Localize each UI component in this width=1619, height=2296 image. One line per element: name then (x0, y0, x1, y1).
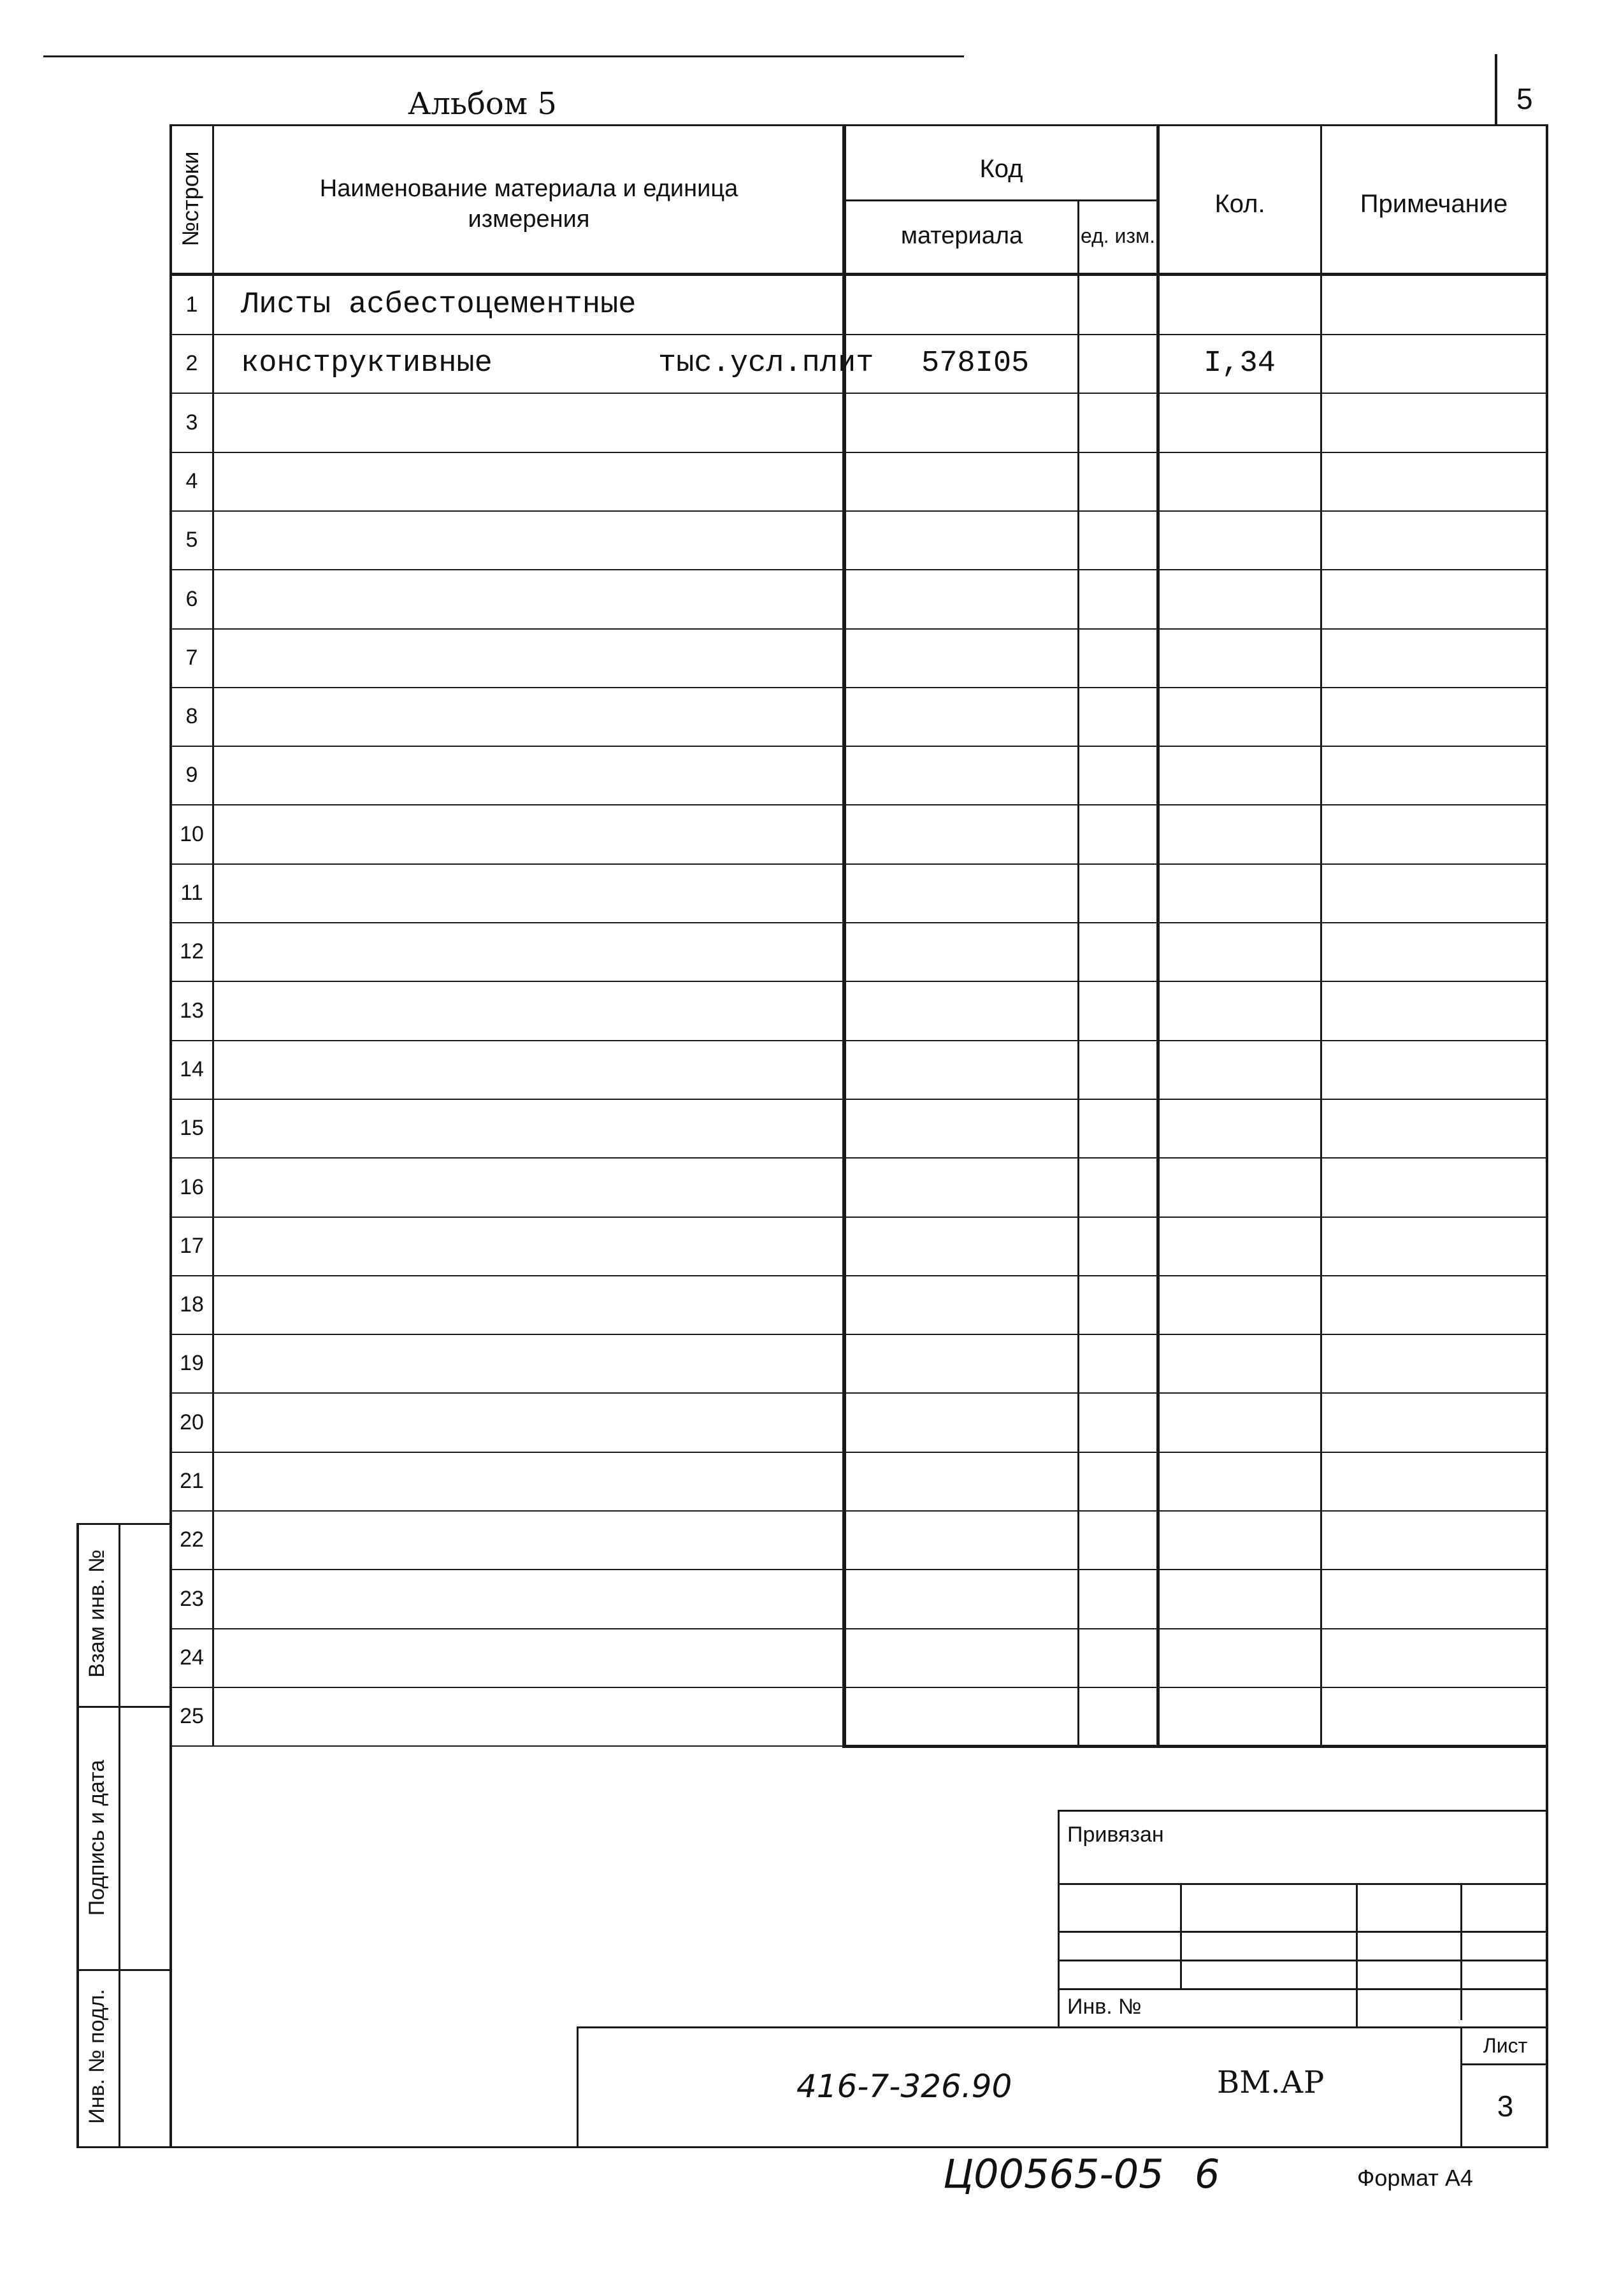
row-number: 20 (180, 1410, 204, 1434)
quantity (1158, 570, 1321, 629)
unit-code (1079, 570, 1158, 629)
quantity: I,34 (1204, 347, 1276, 381)
stamp-podpis: Подпись и дата (85, 1759, 109, 1916)
quantity (1158, 1217, 1321, 1276)
row-number: 21 (180, 1469, 204, 1493)
table-row (171, 1452, 1547, 1511)
quantity (1158, 922, 1321, 981)
quantity (1158, 1687, 1321, 1746)
quantity (1158, 628, 1321, 688)
unit-code (1079, 1334, 1158, 1393)
unit-code (1079, 1099, 1158, 1158)
quantity (1158, 1158, 1321, 1217)
tb-row-2 (1058, 1931, 1548, 1933)
table-row (171, 1158, 1547, 1217)
note (1321, 275, 1547, 335)
document-code: 416-7-326.90 (796, 2068, 1012, 2105)
material-code (878, 628, 1112, 688)
table-row (171, 746, 1547, 805)
table-row (171, 805, 1547, 864)
material-code (878, 1393, 1112, 1452)
table-row (171, 1393, 1547, 1452)
material-code (878, 1510, 1112, 1570)
unit-code (1079, 1570, 1158, 1629)
note (1321, 1570, 1547, 1629)
row-number: 13 (180, 998, 204, 1023)
note (1321, 510, 1547, 570)
material-code (878, 981, 1112, 1041)
table-row (171, 1687, 1547, 1746)
page-number: 5 (1516, 82, 1533, 115)
material-code (878, 687, 1112, 746)
row-number: 4 (185, 468, 198, 493)
col-header-code: Код (979, 154, 1023, 183)
material-code (878, 393, 1112, 452)
quantity (1158, 1393, 1321, 1452)
quantity (1158, 1628, 1321, 1687)
stamp-left-edge (76, 1523, 79, 2148)
row-number: 22 (180, 1527, 204, 1552)
quantity (1158, 452, 1321, 511)
row-number: 24 (180, 1645, 204, 1670)
tb-row-1 (1058, 1883, 1548, 1885)
table-row (171, 1040, 1547, 1099)
quantity (1158, 1570, 1321, 1629)
material-name: конструктивные (241, 347, 493, 381)
page-number-divider (1495, 54, 1497, 124)
material-code (878, 1628, 1112, 1687)
col-header-code-material: материала (900, 222, 1023, 249)
unit-code (1079, 1275, 1158, 1334)
note (1321, 1628, 1547, 1687)
unit-code (1079, 1687, 1158, 1746)
row-number: 3 (185, 410, 198, 435)
note (1321, 746, 1547, 805)
row-number: 8 (185, 704, 198, 729)
table-row (171, 1510, 1547, 1570)
unit-code (1079, 863, 1158, 923)
row-number: 1 (185, 292, 198, 317)
row-number: 19 (180, 1351, 204, 1376)
unit-code (1079, 393, 1158, 452)
note (1321, 452, 1547, 511)
note (1321, 1393, 1547, 1452)
tb-row-3 (1058, 1960, 1548, 1961)
row-number: 6 (185, 586, 198, 611)
table-row (171, 570, 1547, 629)
material-code (878, 1275, 1112, 1334)
quantity (1158, 510, 1321, 570)
note (1321, 1275, 1547, 1334)
note (1321, 1099, 1547, 1158)
row-number: 25 (180, 1704, 204, 1729)
table-row (171, 1275, 1547, 1334)
table-row (171, 334, 1547, 393)
tb-main-left (577, 2026, 579, 2148)
quantity (1158, 1334, 1321, 1393)
unit-name: тыс.усл.плит (658, 347, 874, 381)
material-code: 578I05 (921, 347, 1030, 381)
material-code (878, 1217, 1112, 1276)
handwritten-page: 6 (1195, 2151, 1220, 2197)
quantity (1158, 393, 1321, 452)
col-header-name: Наименование материала и единица измерения (319, 175, 738, 233)
stamp-inv-podl: Инв. № подл. (85, 1989, 109, 2124)
row-number: 7 (185, 645, 198, 670)
table-row (171, 628, 1547, 688)
table-row (171, 1217, 1547, 1276)
note (1321, 863, 1547, 923)
note (1321, 687, 1547, 746)
sheet-label: Лист (1483, 2033, 1528, 2057)
material-code (878, 1570, 1112, 1629)
document-mark: ВМ.АР (1217, 2065, 1325, 2100)
note (1321, 628, 1547, 688)
note (1321, 1158, 1547, 1217)
note (1321, 334, 1547, 393)
table-row (171, 922, 1547, 981)
material-code (878, 1687, 1112, 1746)
material-code (878, 275, 1112, 335)
quantity (1158, 1275, 1321, 1334)
top-rule (43, 55, 964, 57)
unit-code (1079, 1393, 1158, 1452)
stamp-vzam: Взам инв. № (85, 1549, 109, 1678)
unit-code (1079, 805, 1158, 864)
row-number: 14 (180, 1057, 204, 1081)
unit-code (1079, 452, 1158, 511)
table-row (171, 1628, 1547, 1687)
quantity (1158, 1040, 1321, 1099)
frame-bottom (76, 2146, 1548, 2148)
material-code (878, 1040, 1112, 1099)
row-number: 9 (185, 763, 198, 788)
quantity (1158, 981, 1321, 1041)
note (1321, 1452, 1547, 1511)
unit-code (1079, 1628, 1158, 1687)
sheet-number: 3 (1497, 2089, 1514, 2123)
col-header-row-no: №строки (177, 151, 203, 247)
table-row (171, 1334, 1547, 1393)
tb-row-4 (1058, 1988, 1548, 1990)
unit-code (1079, 1510, 1158, 1570)
row-number: 2 (185, 351, 198, 376)
inv-no-label: Инв. № (1067, 1995, 1142, 2019)
tb-col-3 (1460, 1883, 1462, 2020)
table-row (171, 981, 1547, 1041)
material-code (878, 805, 1112, 864)
stamp-inner-edge (119, 1523, 120, 2148)
tb-col-2 (1356, 1883, 1358, 2026)
material-code (878, 1158, 1112, 1217)
row-number: 18 (180, 1292, 204, 1317)
material-code (878, 746, 1112, 805)
table-row (171, 863, 1547, 923)
quantity (1158, 1452, 1321, 1511)
material-code (878, 863, 1112, 923)
unit-code (1079, 275, 1158, 335)
row-number: 15 (180, 1116, 204, 1141)
note (1321, 981, 1547, 1041)
table-row (171, 1099, 1547, 1158)
frame-top (169, 124, 1548, 126)
quantity (1158, 805, 1321, 864)
row-rule (171, 1745, 1547, 1747)
table-row (171, 510, 1547, 570)
note (1321, 1334, 1547, 1393)
unit-code (1079, 1217, 1158, 1276)
unit-code (1079, 334, 1158, 393)
material-code (878, 452, 1112, 511)
table-row (171, 687, 1547, 746)
note (1321, 1687, 1547, 1746)
row-number: 16 (180, 1174, 204, 1199)
note (1321, 570, 1547, 629)
row-number: 5 (185, 528, 198, 552)
material-code (878, 510, 1112, 570)
tb-top (1058, 1810, 1548, 1812)
quantity (1158, 1099, 1321, 1158)
code-subheader-rule (842, 199, 1158, 201)
note (1321, 922, 1547, 981)
row-number: 12 (180, 939, 204, 964)
format-label: Формат А4 (1357, 2165, 1473, 2191)
quantity (1158, 746, 1321, 805)
note (1321, 1040, 1547, 1099)
quantity (1158, 687, 1321, 746)
handwritten-archive-number: Ц00565-05 (943, 2151, 1164, 2197)
row-number: 23 (180, 1586, 204, 1611)
material-name: Листы асбестоцементные (241, 288, 637, 322)
privyazan-label: Привязан (1067, 1823, 1164, 1847)
note (1321, 805, 1547, 864)
col-header-code-unit: ед. изм. (1081, 224, 1155, 247)
row-number: 11 (180, 881, 203, 905)
row-number: 17 (180, 1233, 204, 1258)
unit-code (1079, 746, 1158, 805)
col-header-note: Примечание (1360, 189, 1508, 218)
note (1321, 393, 1547, 452)
unit-code (1079, 1158, 1158, 1217)
unit-code (1079, 687, 1158, 746)
album-title: Альбом 5 (408, 86, 557, 122)
material-code (878, 1099, 1112, 1158)
material-code (878, 570, 1112, 629)
unit-code (1079, 1452, 1158, 1511)
quantity (1158, 863, 1321, 923)
col-header-qty: Кол. (1214, 189, 1265, 218)
table-row (171, 452, 1547, 511)
stamp-divider-1 (76, 1706, 171, 1708)
row-number: 10 (180, 821, 204, 846)
table-row (171, 275, 1547, 335)
unit-code (1079, 510, 1158, 570)
unit-code (1079, 981, 1158, 1041)
stamp-top (76, 1523, 171, 1525)
quantity (1158, 1510, 1321, 1570)
material-code (878, 1452, 1112, 1511)
quantity (1158, 275, 1321, 335)
note (1321, 1510, 1547, 1570)
unit-code (1079, 628, 1158, 688)
material-code (878, 1334, 1112, 1393)
material-code (878, 922, 1112, 981)
tb-main-top (577, 2026, 1548, 2028)
table-row (171, 1570, 1547, 1629)
note (1321, 1217, 1547, 1276)
tb-col-1 (1180, 1883, 1182, 1988)
table-row (171, 393, 1547, 452)
unit-code (1079, 922, 1158, 981)
tb-left (1058, 1810, 1060, 2026)
unit-code (1079, 1040, 1158, 1099)
